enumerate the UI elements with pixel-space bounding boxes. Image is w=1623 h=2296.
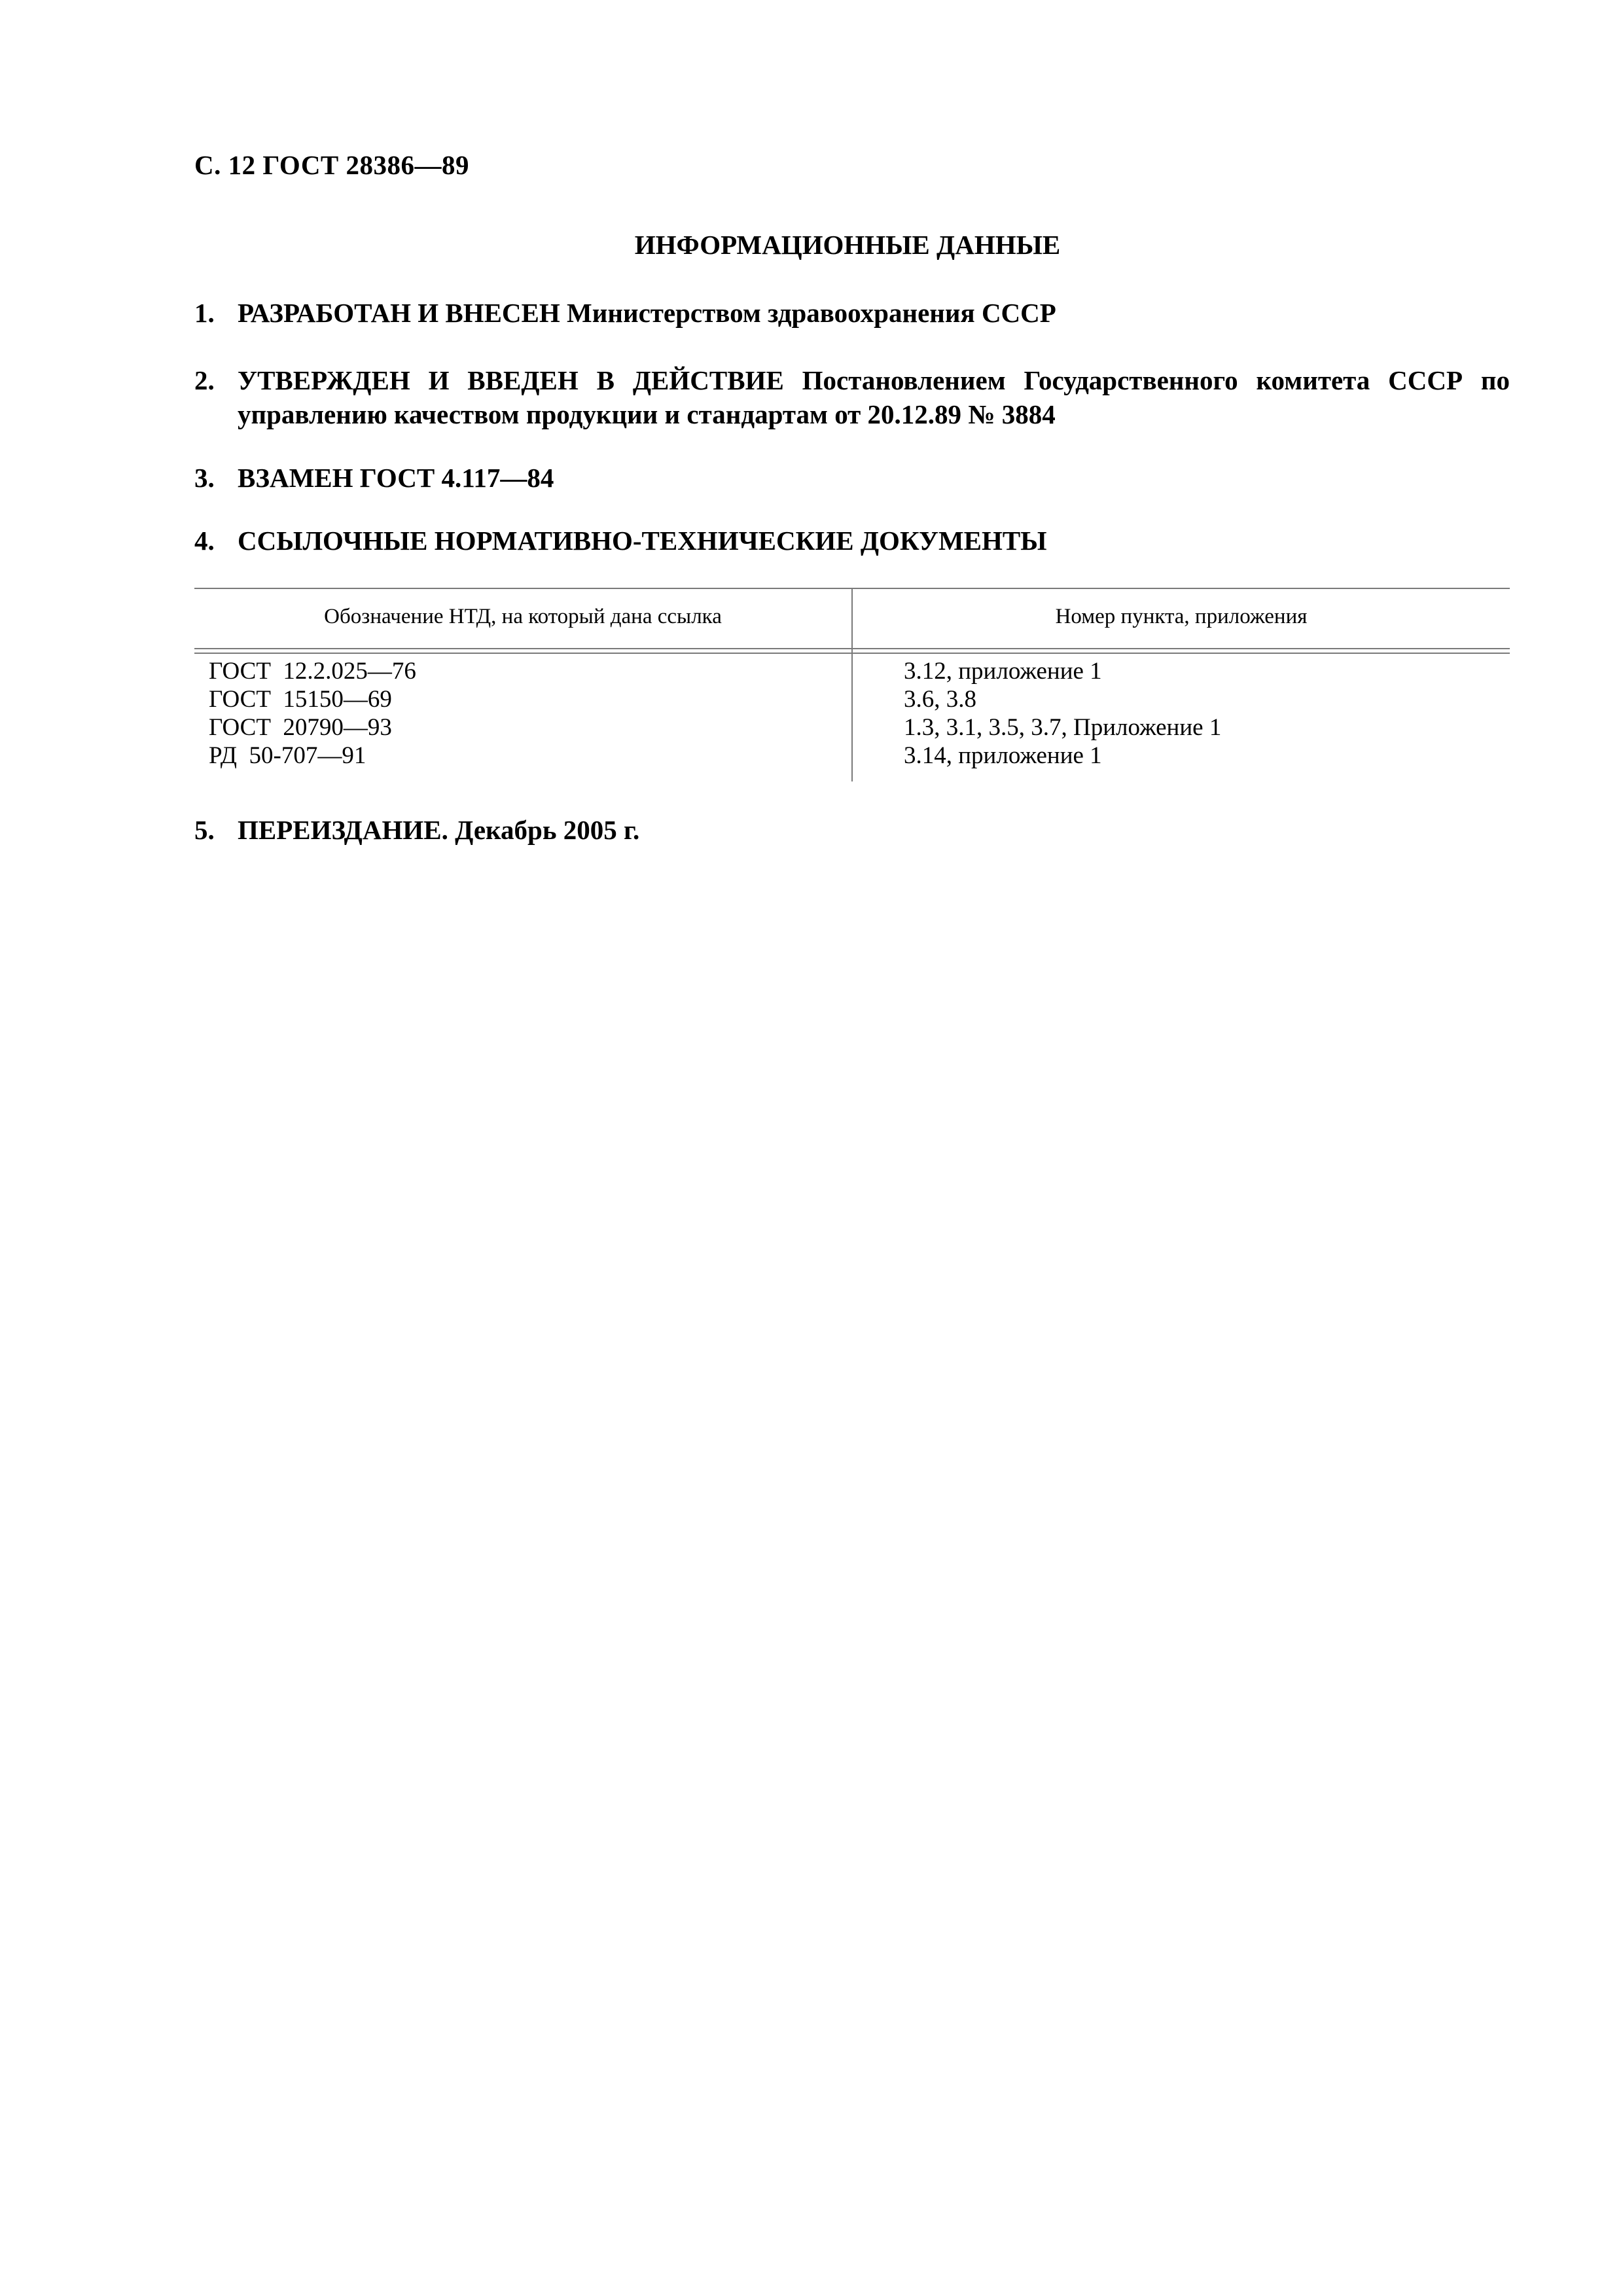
info-item-5: [194, 813, 1510, 847]
page-header: С. 12 ГОСТ 28386—89: [194, 150, 470, 180]
item-number: 3.: [194, 463, 215, 493]
table-cell-clause: 1.3, 3.1, 3.5, 3.7, Приложение 1: [904, 714, 1222, 741]
document-title: ИНФОРМАЦИОННЫЕ ДАННЫЕ: [634, 230, 1061, 260]
table-body: [194, 657, 1510, 770]
item-number: 5.: [194, 815, 215, 845]
info-item-4: [194, 524, 1510, 558]
info-item-2: [194, 363, 1510, 431]
item-number: 1.: [194, 298, 215, 328]
item-caps: РАЗРАБОТАН И ВНЕСЕН: [238, 298, 560, 328]
table-row: [194, 742, 1510, 770]
table-cell-designation: ГОСТ 12.2.025—76: [209, 658, 416, 685]
item-text: Постановлением Государственного комитета СССР по управлению качеством продукции и стандартам от 20.12.89 № 3884: [238, 365, 1510, 429]
table-cell-designation: РД 50-707—91: [209, 742, 366, 769]
item-number: 4.: [194, 526, 215, 556]
info-item-3: [194, 461, 1510, 495]
table-cell-clause: 3.6, 3.8: [904, 686, 976, 713]
item-caps: ССЫЛОЧНЫЕ НОРМАТИВНО-ТЕХНИЧЕСКИЕ ДОКУМЕНТЫ: [238, 526, 1047, 556]
table-row: [194, 685, 1510, 713]
item-number: 2.: [194, 365, 215, 395]
item-text: Министерством здравоохранения СССР: [560, 298, 1056, 328]
item-caps: ПЕРЕИЗДАНИЕ.: [238, 815, 448, 845]
references-table: [194, 588, 1510, 781]
table-cell-designation: ГОСТ 20790—93: [209, 714, 392, 741]
info-item-1: [194, 296, 1510, 330]
table-row: [194, 657, 1510, 685]
table-header-clause: Номер пункта, приложения: [1055, 605, 1308, 628]
table-cell-designation: ГОСТ 15150—69: [209, 686, 392, 713]
item-caps: УТВЕРЖДЕН И ВВЕДЕН В ДЕЙСТВИЕ: [238, 365, 784, 395]
table-cell-clause: 3.12, приложение 1: [904, 658, 1102, 685]
item-text: Декабрь 2005 г.: [448, 815, 640, 845]
table-cell-clause: 3.14, приложение 1: [904, 742, 1102, 769]
table-row: [194, 713, 1510, 742]
item-caps: ВЗАМЕН ГОСТ 4.117—84: [238, 463, 554, 493]
table-header-designation: Обозначение НТД, на который дана ссылка: [324, 605, 722, 628]
